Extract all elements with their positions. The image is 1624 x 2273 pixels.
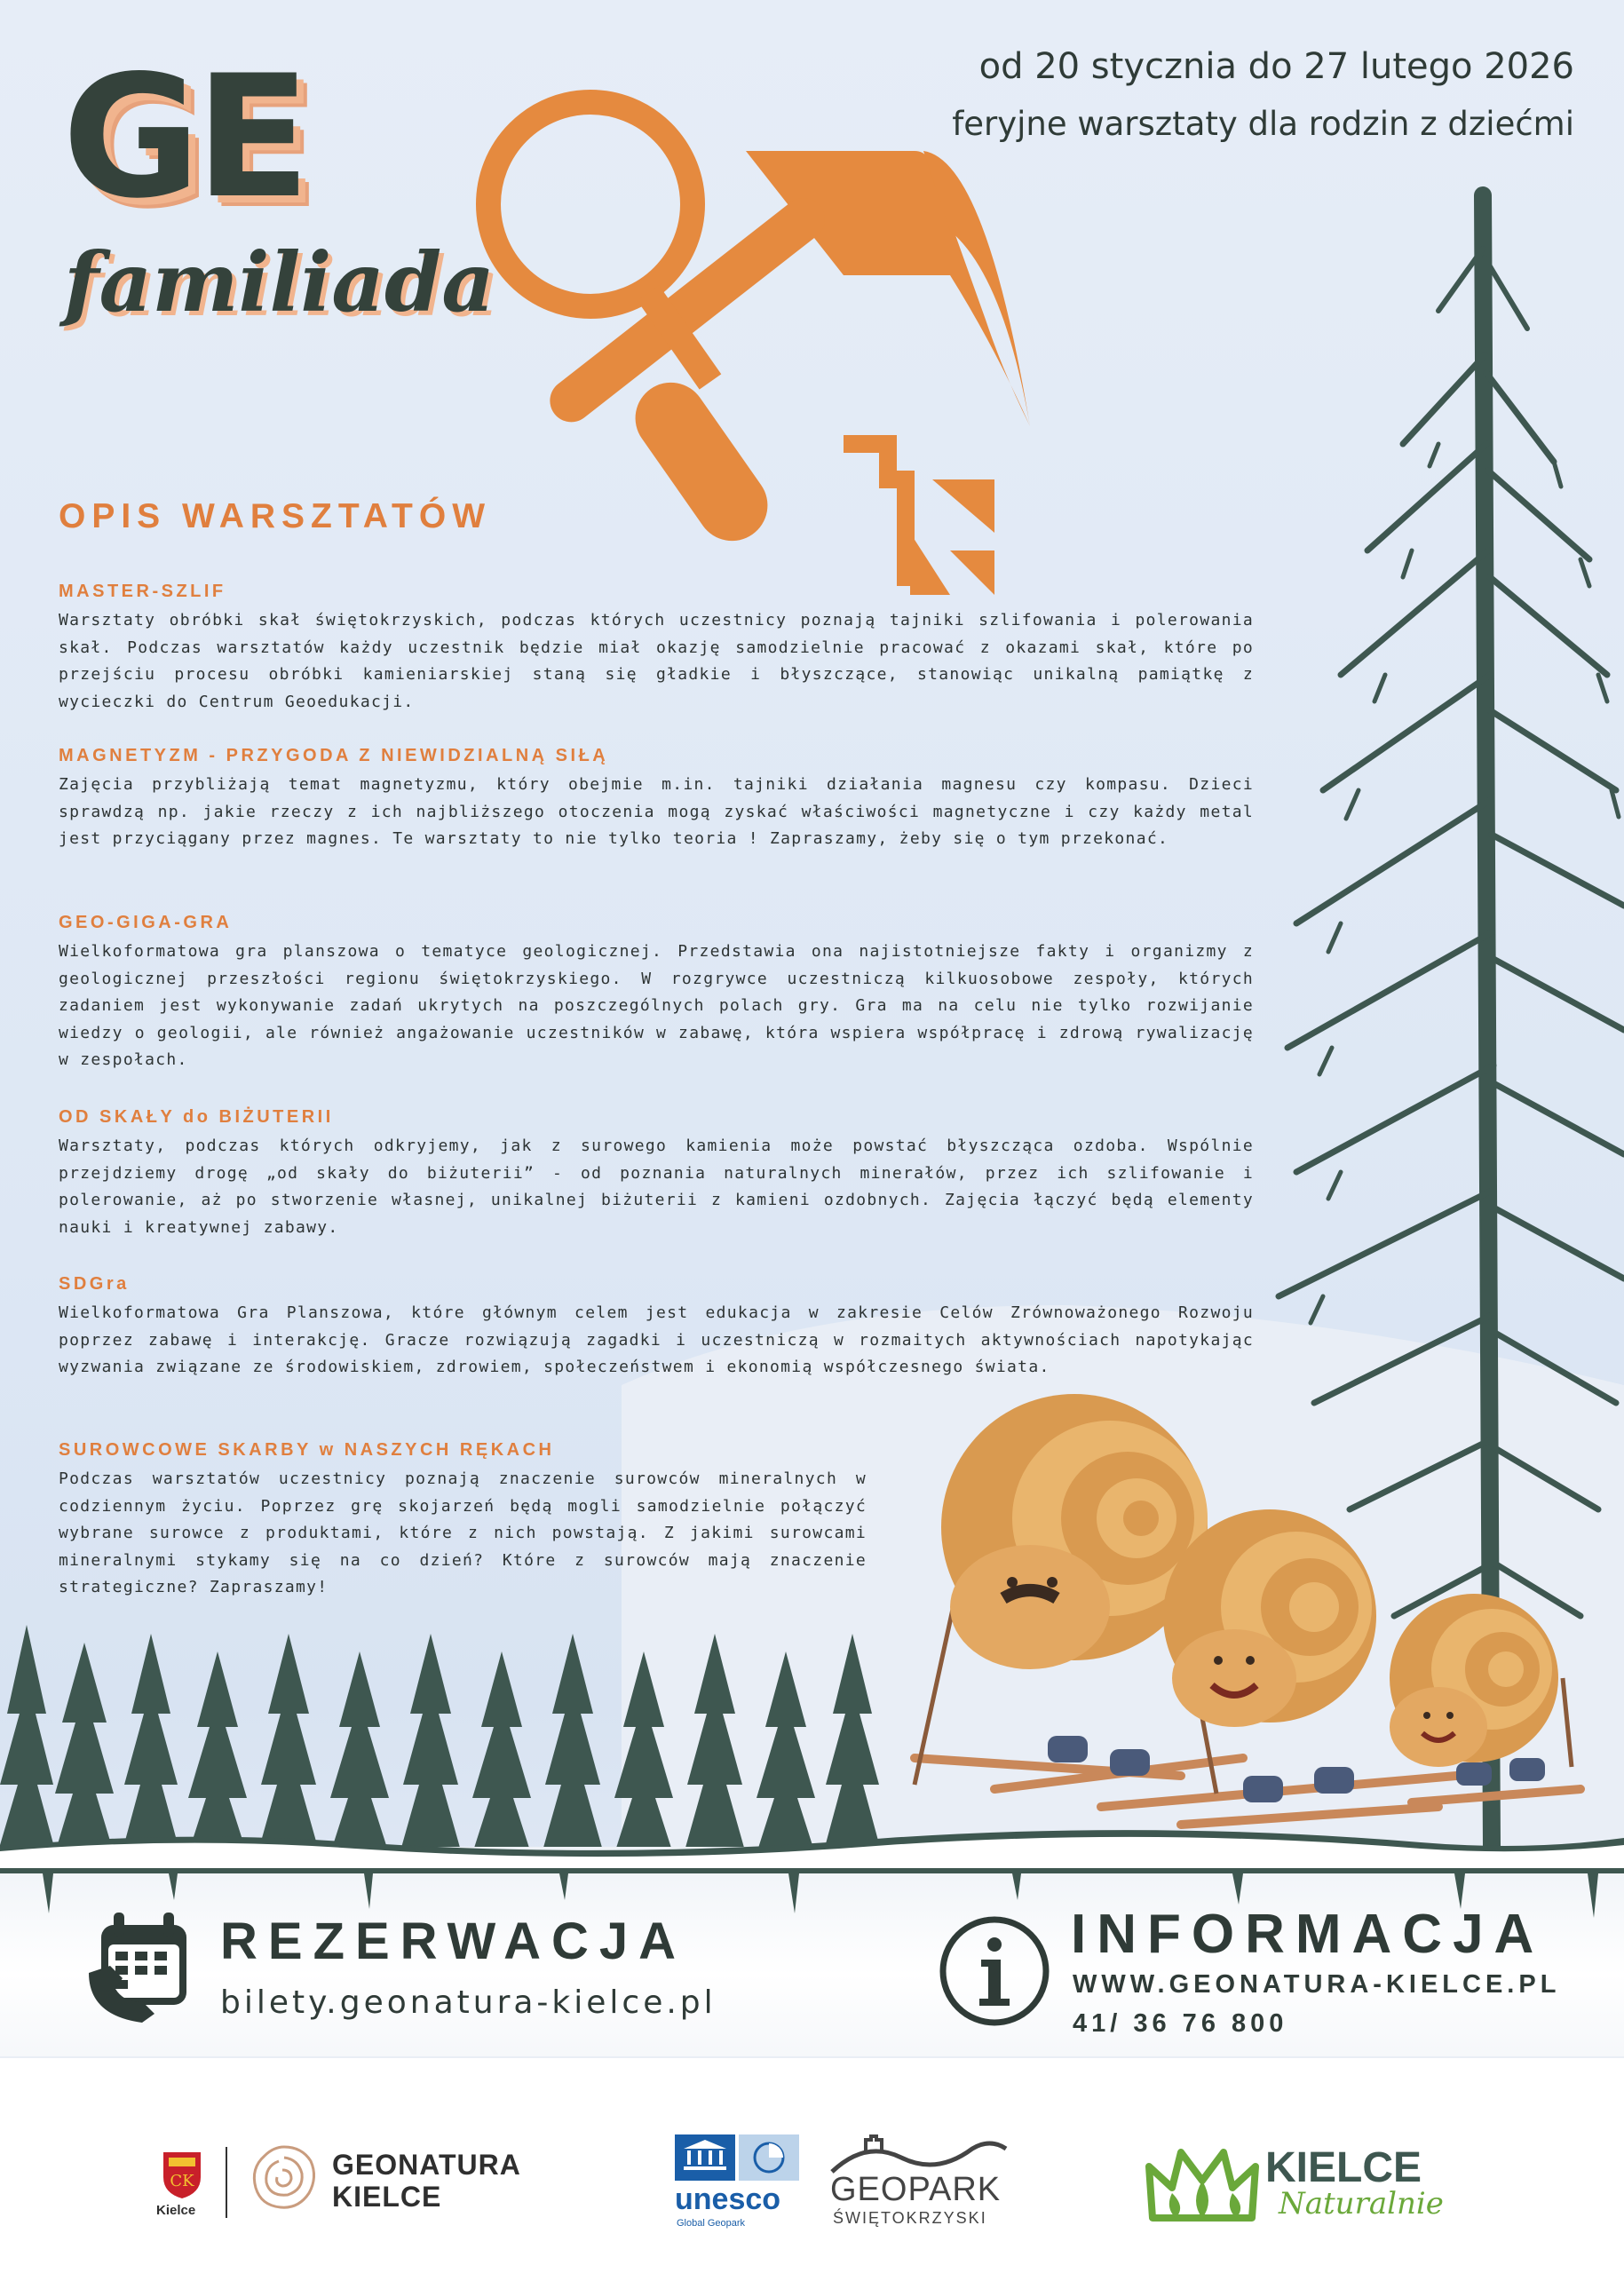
reservation-link[interactable]: bilety.geonatura-kielce.pl — [220, 1984, 717, 2021]
kielce-naturalnie-line2: Naturalnie — [1279, 2186, 1444, 2222]
kielce-naturalnie-crown-icon — [1145, 2140, 1261, 2225]
section-heading: OPIS WARSZTATÓW — [59, 497, 492, 535]
calendar-phone-icon — [89, 1909, 197, 2024]
workshop-geo-giga-gra — [59, 913, 1254, 1074]
geopark-logo-icon — [830, 2131, 1008, 2175]
workshop-title: MAGNETYZM - PRZYGODA Z NIEWIDZIALNĄ SIŁĄ — [59, 746, 609, 765]
geonatura-logo-icon — [249, 2142, 320, 2213]
geonatura-logo-line2: KIELCE — [332, 2181, 442, 2213]
logo-familiada-text: familiada — [64, 234, 495, 330]
workshop-magnetyzm — [59, 746, 1254, 853]
workshop-description: Podczas warsztatów uczestnicy poznają znaczenie surowców mineralnych w codziennym życiu. Poprzez grę skojarzeń będą mogli samodzielnie połączyć wybrane surowce z produktami, które z nich powstają. Z jakimi surowcami mineralnymi stykamy się na co dzień? Które z surowców mają znaczenie strategiczne? Zapraszamy! — [59, 1469, 867, 1596]
unesco-logo-sub: Global Geopark — [677, 2218, 746, 2229]
unesco-logo-label: unesco — [675, 2182, 781, 2216]
unesco-logo-icon — [675, 2134, 799, 2181]
geopark-logo-line2: ŚWIĘTOKRZYSKI — [833, 2209, 987, 2227]
workshop-description: Warsztaty obróbki skał świętokrzyskich, podczas których uczestnicy poznają tajniki szlifowania i polerowania skał. Podczas warsztatów każdy uczestnik będzie miał okazję samodzielnie pracować z okazami skał, które po przejściu procesu obróbki kamieniarskiej staną się gładkie i błyszczące, stanowiąc unikalną pamiątkę z wycieczki do Centrum Geoedukacji. — [59, 611, 1254, 711]
kielce-naturalnie-line1: KIELCE — [1265, 2144, 1422, 2191]
workshop-description: Wielkoformatowa gra planszowa o tematyce geologicznej. Przedstawia ona najistotniejsze fakty i organizmy z geologicznej przeszłości regionu świętokrzyskiego. W rozgrywce uczestniczą kilkuosobowe zespoły, których zadaniem jest wykonywanie zadań ukrytych na poszczególnych polach gry. Gra ma na celu nie tylko rozwijanie wiedzy o geologii, ale również angażowanie uczestników w zabawę, która wspiera współpracę i zdrową rywalizację w zespołach. — [59, 942, 1254, 1069]
event-subtitle: feryjne warsztaty dla rodzin z dziećmi — [952, 105, 1574, 143]
logo-ge-text: GE — [62, 39, 305, 235]
ammonite-mother — [1163, 1509, 1376, 1727]
svg-text:CK: CK — [170, 2172, 194, 2190]
workshop-description: Wielkoformatowa Gra Planszowa, które głównym celem jest edukacja w zakresie Celów Zrównoważonego Rozwoju poprzez zabawę i interakcję. Gracze rozwiązują zagadki i uczestniczą w rozmaitych aktywnościach napotykając wyzwania związane ze środowiskiem, zdrowiem, społeczeństwem i ekonomią współczesnego świata. — [59, 1303, 1254, 1376]
reservation-title: REZERWACJA — [220, 1913, 686, 1970]
workshop-surowcowe-skarby — [59, 1440, 867, 1602]
ammonite-child — [1390, 1594, 1558, 1767]
kielce-crest-icon — [160, 2149, 204, 2200]
kielce-crest-label: Kielce — [156, 2203, 196, 2218]
footer-logo-separator — [226, 2147, 227, 2218]
workshop-title: MASTER-SZLIF — [59, 582, 226, 601]
workshop-title: SUROWCOWE SKARBY w NASZYCH RĘKACH — [59, 1440, 555, 1460]
information-phone[interactable]: 41/ 36 76 800 — [1073, 2009, 1288, 2038]
geopark-logo-line1: GEOPARK — [830, 2171, 1002, 2208]
workshop-od-skaly-do-bizuterii — [59, 1107, 1254, 1241]
workshop-title: OD SKAŁY do BIŻUTERII — [59, 1107, 334, 1127]
workshop-description: Zajęcia przybliżają temat magnetyzmu, który obejmie m.in. tajniki działania magnesu czy kompasu. Dzieci sprawdzą np. jakie rzeczy z ich najbliższego otoczenia mogą zyskać właściwości magnetyczne i czy każdy metal jest przyciągany przez magnes. Te warsztaty to nie tylko teoria ! Zapraszamy, żeby się o tym przekonać. — [59, 775, 1254, 848]
workshop-title: GEO-GIGA-GRA — [59, 913, 233, 932]
magnifier-hammer-logo-icon — [417, 53, 1039, 622]
workshop-sdgra — [59, 1274, 1254, 1382]
event-dates: od 20 stycznia do 27 lutego 2026 — [978, 46, 1574, 87]
information-title: INFORMACJA — [1071, 1904, 1545, 1965]
info-icon — [937, 1913, 1052, 2029]
workshop-title: SDGra — [59, 1274, 130, 1294]
skiing-ammonites-illustration — [888, 1385, 1598, 1847]
information-website[interactable]: WWW.GEONATURA-KIELCE.PL — [1073, 1970, 1561, 1999]
workshop-master-szlif — [59, 582, 1254, 716]
geonatura-logo-line1: GEONATURA — [332, 2149, 521, 2181]
workshop-description: Warsztaty, podczas których odkryjemy, jak z surowego kamienia może powstać błyszcząca ozdoba. Wspólnie przejdziemy drogę „od skały do biżuterii” - od poznania naturalnych minerałów, przez ich szlifowanie i polerowanie, aż po stworzenie własnej, unikalnej biżuterii z kamieni ozdobnych. Zajęcia łączyć będą elementy nauki i kreatywnej zabawy. — [59, 1136, 1254, 1237]
